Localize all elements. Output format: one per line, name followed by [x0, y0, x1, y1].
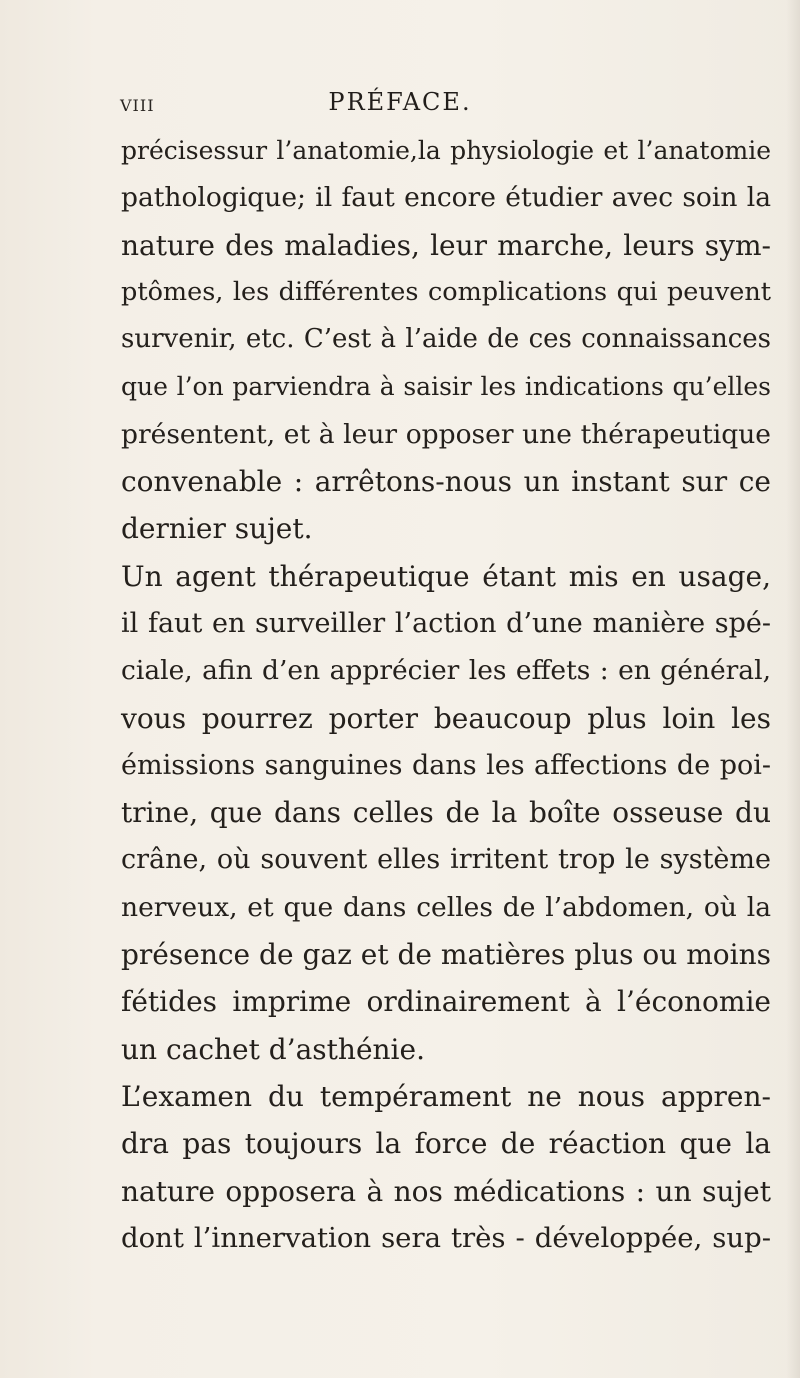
- running-head: [0, 88, 800, 128]
- text-line: convenable : arrêtons-nous un instant sur ce: [121, 465, 771, 499]
- text-line: présence de gaz et de matières plus ou moins: [121, 938, 771, 972]
- text-line: Un agent thérapeutique étant mis en usage,: [121, 559, 771, 593]
- text-line: survenir, etc. C’est à l’aide de ces connaissances: [121, 324, 771, 355]
- text-line: dont l’innervation sera très - développée, sup-: [121, 1221, 771, 1254]
- text-line: fétides imprime ordinairement à l’économie: [121, 985, 771, 1019]
- text-line: pathologique; il faut encore étudier avec soin la: [121, 182, 771, 214]
- page-number: VIII: [120, 96, 155, 115]
- text-line: présentent, et à leur opposer une thérapeutique: [121, 418, 771, 450]
- text-line: émissions sanguines dans les affections de poi-: [121, 749, 771, 781]
- text-line: il faut en surveiller l’action d’une manière spé-: [121, 607, 771, 639]
- page-edge-shadow: [786, 0, 800, 1378]
- text-line: ciale, afin d’en apprécier les effets : en général,: [121, 655, 771, 687]
- text-line: L’examen du tempérament ne nous appren-: [121, 1079, 771, 1113]
- text-line: que l’on parviendra à saisir les indications qu’elles: [121, 372, 771, 402]
- text-line: nerveux, et que dans celles de l’abdomen, où la: [121, 891, 771, 923]
- text-line: un cachet d’asthénie.: [121, 1032, 425, 1066]
- text-line: vous pourrez porter beaucoup plus loin les: [121, 701, 771, 735]
- body-text: [121, 127, 771, 1262]
- text-line: trine, que dans celles de la boîte osseuse du: [121, 796, 771, 830]
- text-line: ptômes, les différentes complications qui peuvent: [121, 276, 771, 307]
- running-title: PRÉFACE.: [328, 88, 472, 116]
- text-line: dernier sujet.: [121, 512, 313, 546]
- text-line: nature des maladies, leur marche, leurs sym-: [121, 228, 771, 262]
- text-line: précisessur l’anatomie,la physiologie et l’anatomie: [121, 136, 771, 165]
- text-line: crâne, où souvent elles irritent trop le système: [121, 844, 771, 876]
- text-line: dra pas toujours la force de réaction que la: [121, 1127, 771, 1161]
- text-line: nature opposera à nos médications : un sujet: [121, 1174, 771, 1208]
